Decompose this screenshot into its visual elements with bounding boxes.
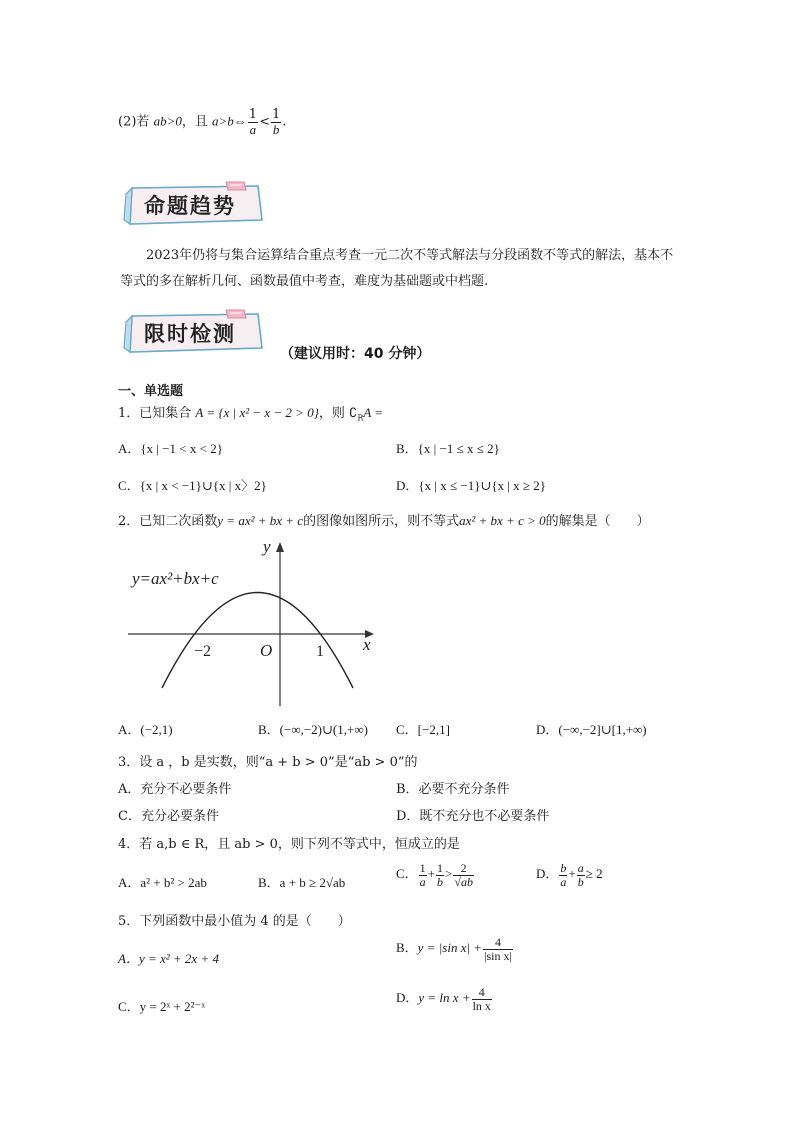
q5-option-d[interactable] xyxy=(396,986,493,1012)
q1-stem xyxy=(118,402,383,423)
tick-label-left: −2 xyxy=(194,643,212,660)
q1-option-c[interactable]: C．{x | x < −1}∪{x | x〉2} xyxy=(118,478,267,493)
q5-d-frac: $\frac{4}{\text{ln x}}$ xyxy=(472,985,491,1013)
q5-option-d-label: D． xyxy=(396,990,419,1006)
curve-label: y=ax²+bx+c xyxy=(132,569,219,588)
axis-label-y: y xyxy=(263,538,271,556)
q5-option-a[interactable]: A．y = x² + 2x + 4 xyxy=(118,951,219,966)
q4-c-frac-2: $\frac{1}{b}$ xyxy=(437,861,444,889)
q4-c-frac-3: $\frac{2}{√ab}$ xyxy=(454,861,473,889)
q3-option-a[interactable]: A．充分不必要条件 xyxy=(118,782,232,797)
q4-option-c-label: C． xyxy=(396,866,418,882)
q4-option-d[interactable]: D． $\frac{b}{a}$ + $\frac{a}{b}$ ≥ 2 xyxy=(536,861,603,889)
q2-parabola-figure xyxy=(120,538,380,710)
intro-end: . xyxy=(282,114,287,130)
q5-option-b-expr: y = |sin x| + xyxy=(417,940,483,956)
q4-d-frac-2: $\frac{a}{b}$ xyxy=(577,861,584,889)
q4-option-a[interactable]: A．a² + b² > 2ab xyxy=(118,875,207,890)
q1-option-a[interactable]: A．{x | −1 < x < 2} xyxy=(118,441,223,456)
q5-option-d-expr: y = ln x + xyxy=(418,990,471,1006)
q2-stem-end: 的解集是（ ） xyxy=(545,514,650,529)
time-hint: （建议用时：40 分钟） xyxy=(280,346,431,362)
intro-lhs: a>b⇔ xyxy=(212,113,247,129)
q1-stem-suffix: ，则 ∁ xyxy=(318,406,358,421)
banner-test-title: 限时检测 xyxy=(144,322,236,346)
q4-stem: 4．若 a,b ∈ R，且 ab > 0，则下列不等式中，恒成立的是 xyxy=(118,837,460,852)
origin-label: O xyxy=(260,641,273,660)
q2-stem-prefix: 2．已知二次函数 xyxy=(118,514,218,529)
q5-stem: 5．下列函数中最小值为 4 的是（ ） xyxy=(118,914,351,929)
q2-option-a[interactable]: A．(−2,1) xyxy=(118,722,173,737)
banner-trend-title: 命题趋势 xyxy=(144,194,236,218)
intro-line xyxy=(118,108,286,136)
q2-option-c[interactable]: C．[−2,1] xyxy=(396,722,450,737)
intro-frac-2: $\frac{1}{b}$ xyxy=(271,107,281,137)
y-axis-arrow-icon xyxy=(276,542,284,552)
q2-stem xyxy=(118,510,650,529)
q3-option-c[interactable]: C．充分必要条件 xyxy=(118,809,219,824)
banner-trend xyxy=(118,180,268,228)
q4-option-b[interactable]: B．a + b ≥ 2√ab xyxy=(258,875,346,890)
q3-option-b[interactable]: B．必要不充分条件 xyxy=(396,782,510,797)
q1-stem-prefix: 1．已知集合 xyxy=(118,406,192,421)
q5-option-b[interactable] xyxy=(396,936,514,962)
q5-option-b-label: B． xyxy=(396,940,418,956)
q2-ineq: ax² + bx + c > 0 xyxy=(459,513,546,528)
q2-option-b[interactable]: B．(−∞,−2)∪(1,+∞) xyxy=(258,722,368,737)
intro-label: (2)若 xyxy=(118,114,150,130)
q2-func: y = ax² + bx + c xyxy=(217,513,304,528)
axis-label-x: x xyxy=(363,635,371,654)
part-heading: 一、单选题 xyxy=(118,384,184,399)
q1-complement-sub: R xyxy=(357,413,364,423)
intro-frac-1: $\frac{1}{a}$ xyxy=(248,107,258,137)
q4-option-c[interactable]: C． $\frac{1}{a}$ + $\frac{1}{b}$ > $\frac{2}{√ab}$ xyxy=(396,861,473,889)
intro-mid: ，且 xyxy=(181,114,208,130)
intro-cond: ab>0 xyxy=(153,113,182,129)
tick-label-right: 1 xyxy=(316,643,324,660)
q1-option-b[interactable]: B．{x | −1 ≤ x ≤ 2} xyxy=(396,441,500,456)
q2-option-d[interactable]: D．(−∞,−2]∪[1,+∞) xyxy=(536,722,647,737)
trend-paragraph: 2023年仍将与集合运算结合重点考查一元二次不等式解法与分段函数不等式的解法，基本不等式的多在解析几何、函数最值中考查，难度为基础题或中档题. xyxy=(120,248,674,289)
q3-option-d[interactable]: D．既不充分也不必要条件 xyxy=(396,809,550,824)
q4-d-frac-1: $\frac{b}{a}$ xyxy=(560,861,567,889)
q5-option-c[interactable]: C．y = 2ˣ + 2²⁻ˣ xyxy=(118,999,206,1014)
q5-b-frac: $\frac{4}{\text{|sin x|}}$ xyxy=(484,935,512,963)
intro-lt: < xyxy=(259,114,270,130)
q3-stem: 3．设 a ，b 是实数，则“a + b > 0”是“ab > 0”的 xyxy=(118,755,418,770)
q4-c-frac-1: $\frac{1}{a}$ xyxy=(419,861,426,889)
banner-test xyxy=(118,308,268,356)
q1-stem-end: A = xyxy=(363,405,384,420)
q4-option-d-label: D． xyxy=(536,866,559,882)
parabola-curve xyxy=(162,593,353,689)
q1-set-expr: A = {x | x² − x − 2 > 0} xyxy=(195,405,319,420)
q1-option-d[interactable]: D．{x | x ≤ −1}∪{x | x ≥ 2} xyxy=(396,478,547,493)
q2-stem-mid: 的图像如图所示，则不等式 xyxy=(303,514,460,529)
